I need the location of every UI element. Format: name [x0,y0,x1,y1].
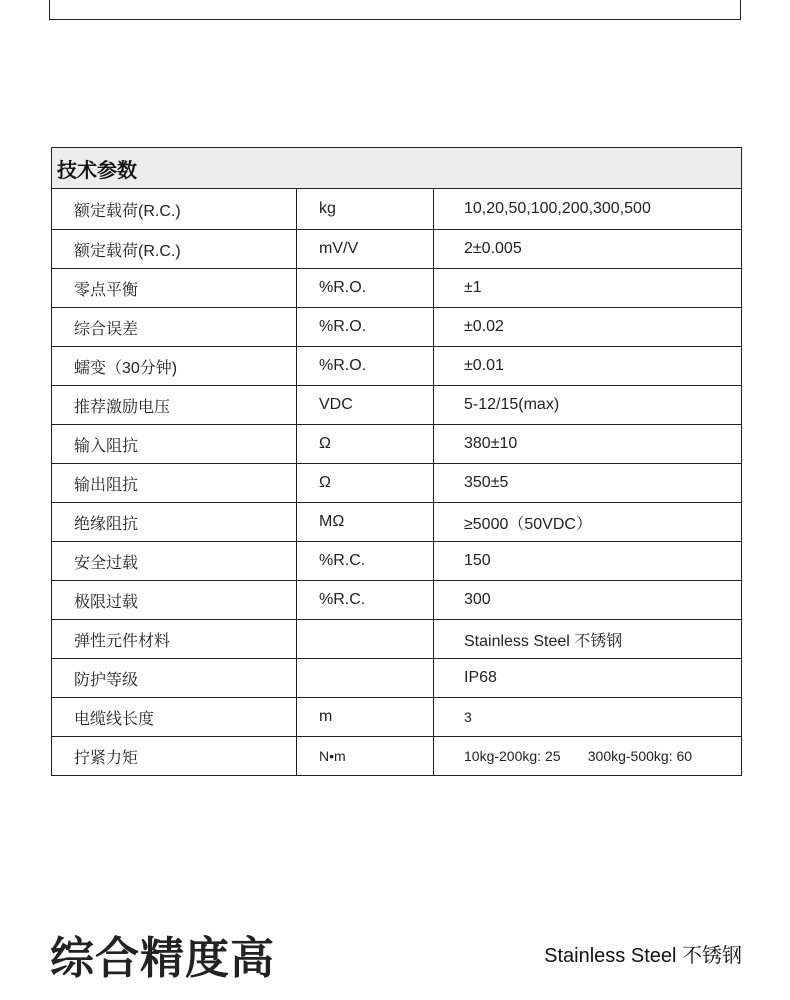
param-name: 综合误差 [52,308,297,347]
param-value: ≥5000（50VDC） [434,503,742,542]
param-name: 安全过载 [52,542,297,581]
param-name: 绝缘阻抗 [52,503,297,542]
param-unit: %R.O. [297,347,434,386]
table-row [52,659,742,698]
param-value: 3 [434,698,742,737]
param-name: 额定载荷(R.C.) [52,189,297,230]
param-name: 极限过载 [52,581,297,620]
param-unit [297,659,434,698]
param-unit: N•m [297,737,434,776]
param-unit: kg [297,189,434,230]
param-value: 10kg-200kg: 25 300kg-500kg: 60 [434,737,742,776]
table-row [52,308,742,347]
param-unit: mV/V [297,230,434,269]
table-row [52,737,742,776]
table-row [52,425,742,464]
param-value: 380±10 [434,425,742,464]
table-row [52,269,742,308]
table-row [52,503,742,542]
spec-table-header-row [52,148,742,189]
param-value: ±0.01 [434,347,742,386]
table-row [52,542,742,581]
table-row [52,581,742,620]
table-row [52,347,742,386]
param-value: 2±0.005 [434,230,742,269]
param-value: 10,20,50,100,200,300,500 [434,189,742,230]
param-value: Stainless Steel 不锈钢 [434,620,742,659]
param-unit: %R.C. [297,542,434,581]
table-row [52,230,742,269]
param-name: 额定载荷(R.C.) [52,230,297,269]
param-value: 350±5 [434,464,742,503]
param-value: ±0.02 [434,308,742,347]
table-row [52,698,742,737]
param-unit: %R.O. [297,269,434,308]
table-row [52,386,742,425]
feature-headline: 综合精度高 [50,934,275,983]
param-unit: Ω [297,425,434,464]
top-frame [49,0,741,20]
param-value: IP68 [434,659,742,698]
param-name: 推荐激励电压 [52,386,297,425]
param-value: ±1 [434,269,742,308]
param-value: 150 [434,542,742,581]
param-name: 输入阻抗 [52,425,297,464]
param-unit: Ω [297,464,434,503]
table-row [52,189,742,230]
param-value: 300 [434,581,742,620]
param-name: 输出阻抗 [52,464,297,503]
material-label: Stainless Steel 不锈钢 [544,945,742,967]
param-unit: %R.C. [297,581,434,620]
param-unit: m [297,698,434,737]
table-row [52,464,742,503]
param-name: 防护等级 [52,659,297,698]
table-row [52,620,742,659]
param-name: 零点平衡 [52,269,297,308]
param-name: 弹性元件材料 [52,620,297,659]
param-name: 蠕变（30分钟) [52,347,297,386]
spec-table [51,147,742,776]
param-name: 电缆线长度 [52,698,297,737]
param-unit: MΩ [297,503,434,542]
param-name: 拧紧力矩 [52,737,297,776]
param-unit: %R.O. [297,308,434,347]
param-unit [297,620,434,659]
param-unit: VDC [297,386,434,425]
param-value: 5-12/15(max) [434,386,742,425]
spec-table-title: 技术参数 [52,148,742,189]
